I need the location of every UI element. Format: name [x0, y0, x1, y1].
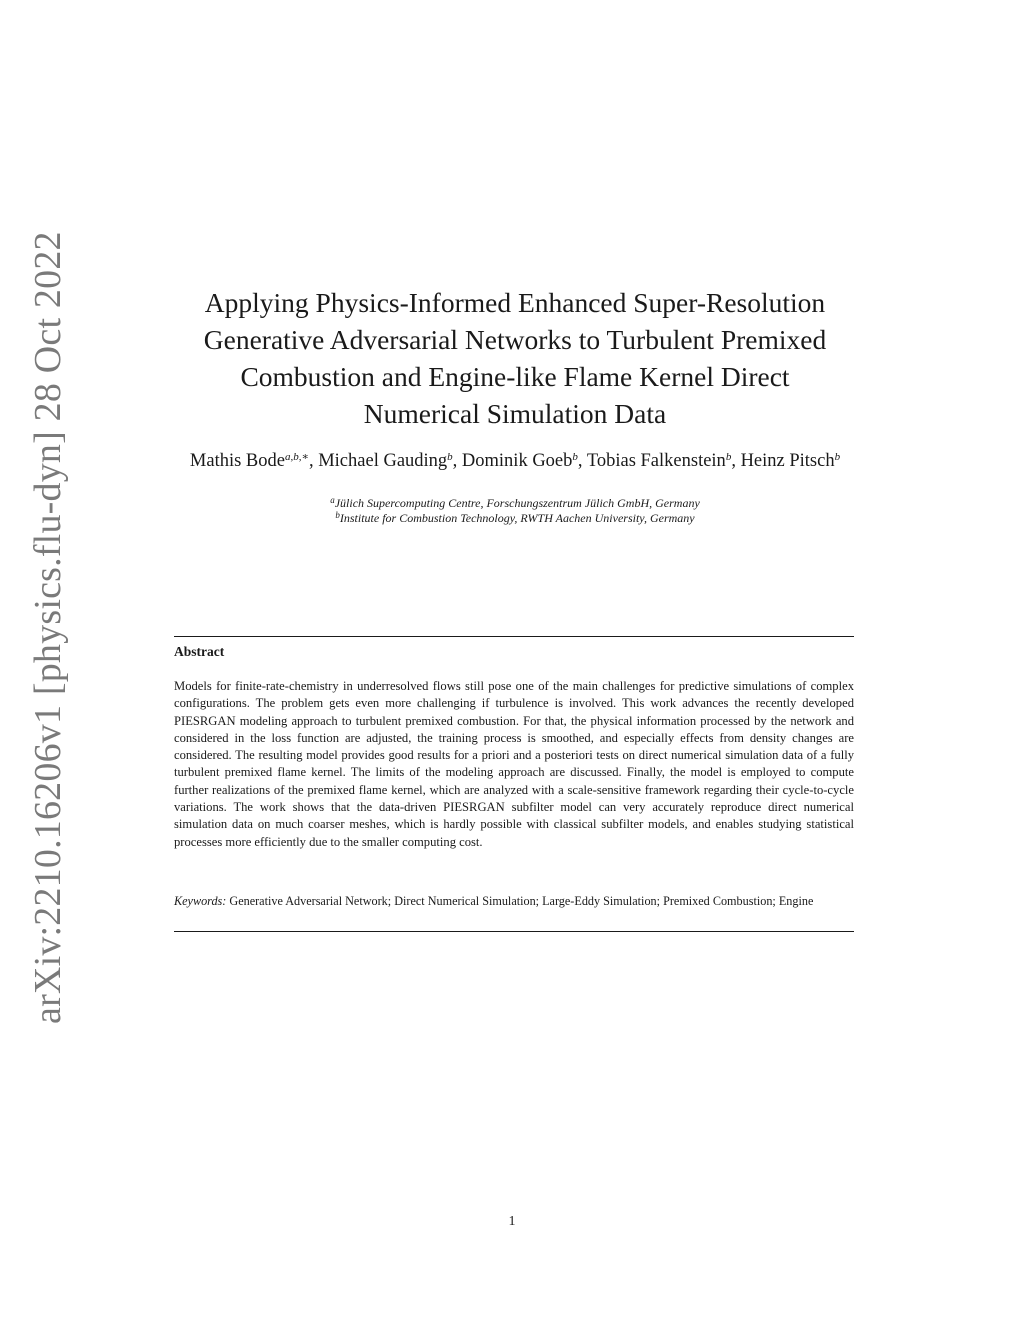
affiliation-list [150, 496, 880, 526]
affiliation-mark: b [335, 510, 340, 520]
author-name: Tobias Falkenstein [586, 451, 726, 471]
affiliation-item [150, 511, 880, 526]
abstract-bottom-rule [174, 931, 854, 932]
affiliation-text: Institute for Combustion Technology, RWTH Aachen University, Germany [339, 511, 695, 525]
abstract-top-rule [174, 636, 854, 637]
author-name: Dominik Goeb [461, 451, 573, 471]
abstract-text: Models for finite-rate-chemistry in underresolved flows still pose one of the main challenges for predictive simulations of complex configurations. The problem gets even more challenging if turbulence is involved. This work advances the recently developed PIESRGAN modeling approach to turbulent premixed combustion. For that, the physical information processed by the network and considered in the loss function are adjusted, the training process is smoothed, and especially effects from density changes are considered. The resulting model provides good results for a priori and a posteriori tests on direct numerical simulation data of a fully turbulent premixed flame kernel. The limits of the modeling approach are discussed. Finally, the model is employed to compute further realizations of the premixed flame kernel, which are analyzed with a scale-sensitive framework regarding their cycle-to-cycle variations. The work shows that the data-driven PIESRGAN subfilter model can very accurately reproduce direct numerical simulation data on much coarser meshes, which is hardly possible with classical subfilter models, and enables studying statistical processes more efficiently due to the smaller computing cost. [174, 679, 854, 849]
author-name: Mathis Bode [189, 451, 285, 471]
author-affiliation-mark: b [572, 451, 578, 463]
author-affiliation-mark: a,b,∗ [284, 451, 309, 463]
keywords-text: Generative Adversarial Network; Direct Numerical Simulation; Large-Eddy Simulation; Premixed Combustion; Engine [229, 894, 814, 908]
author-affiliation-mark: b [834, 451, 841, 463]
affiliation-mark: a [330, 495, 335, 505]
title-line-4: Numerical Simulation Data [363, 398, 667, 429]
title-line-2: Generative Adversarial Networks to Turbulent Premixed [203, 324, 827, 355]
page-number: 1 [508, 1214, 516, 1229]
affiliation-item [150, 496, 880, 511]
arxiv-identifier-stamp: arXiv:2210.16206v1 [physics.flu-dyn] 28 Oct 2022 [27, 231, 69, 1024]
paper-title [170, 284, 860, 432]
author-name: Michael Gauding [318, 451, 448, 471]
title-line-1: Applying Physics-Informed Enhanced Super-Resolution [204, 287, 826, 318]
author-name: Heinz Pitsch [740, 451, 835, 471]
author-affiliation-mark: b [447, 451, 453, 463]
author-affiliation-mark: b [725, 451, 732, 463]
keywords [174, 893, 854, 909]
keywords-label: Keywords: [174, 894, 227, 908]
affiliation-text: Jülich Supercomputing Centre, Forschungszentrum Jülich GmbH, Germany [334, 496, 700, 510]
author-list: Mathis Bode$^{a,b,∗}$, Michael Gauding$^b$, Dominik Goeb$^b$, Tobias Falkenstein$^b$, Heinz Pitsch$^b$ [189, 451, 841, 471]
abstract-heading: Abstract [174, 644, 225, 659]
title-line-3: Combustion and Engine-like Flame Kernel Direct [240, 361, 790, 392]
